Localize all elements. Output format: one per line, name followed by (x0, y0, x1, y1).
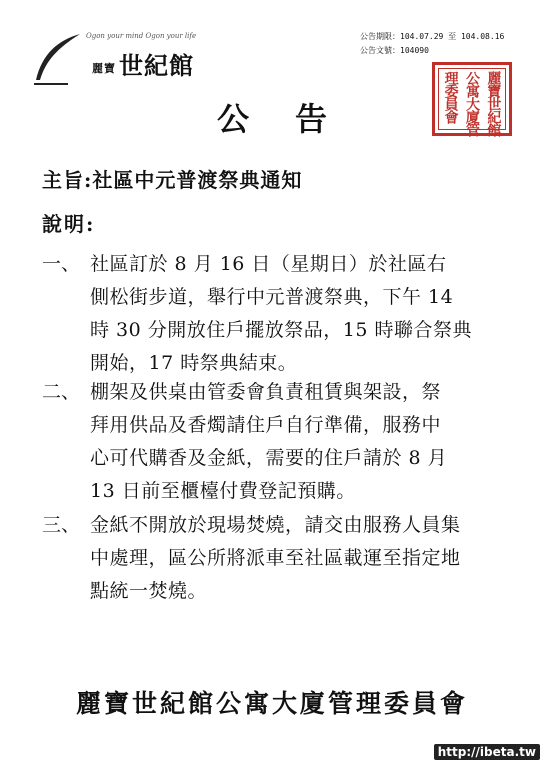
notice-doc-label: 公告文號： (360, 46, 400, 55)
notice-doc-number (360, 44, 504, 58)
notice-doc-value: 104090 (400, 46, 429, 55)
seal-text-column: 理委員會 (442, 71, 459, 123)
item-number: 一、 (42, 253, 81, 275)
notice-period-value: 104.07.29 至 104.08.16 (400, 32, 505, 41)
item-line: 拜用供品及香燭請住戶自行準備，服務中 (90, 414, 442, 436)
logo-brand (92, 46, 194, 81)
page-title: 公告 (216, 100, 373, 138)
logo-slogan: Ogon your mind Ogon your life (86, 32, 197, 40)
seal-text-column: 公寓大廈管 (463, 71, 480, 136)
description-heading: 說明: (42, 212, 96, 236)
item-line: 側松街步道，舉行中元普渡祭典，下午 14 (90, 286, 454, 308)
quill-icon (28, 30, 88, 88)
notice-period (360, 30, 504, 44)
logo-brand-small: 麗寶 (92, 62, 116, 75)
item-number: 三、 (42, 514, 81, 536)
notice-meta (360, 30, 504, 58)
item-line: 金紙不開放於現場焚燒，請交由服務人員集 (90, 514, 461, 536)
company-logo (28, 30, 197, 90)
item-text (90, 376, 520, 508)
item-line: 開始，17 時祭典結束。 (90, 352, 298, 374)
source-watermark: http://ibeta.tw (434, 744, 540, 760)
item-line: 點統一焚燒。 (90, 580, 208, 602)
seal-text-column: 麗寶世紀館 (485, 71, 502, 136)
item-text (90, 248, 520, 380)
item-line: 心可代購香及金紙，需要的住戶請於 8 月 (90, 447, 448, 469)
committee-signature: 麗寶世紀館公寓大廈管理委員會 (75, 689, 468, 718)
notice-period-label: 公告期限： (360, 32, 400, 41)
logo-brand-name: 世紀館 (119, 51, 194, 80)
item-line: 時 30 分開放住戶擺放祭品，15 時聯合祭典 (90, 319, 472, 341)
item-line: 中處理，區公所將派車至社區載運至指定地 (90, 547, 461, 569)
item-text (90, 509, 520, 608)
item-line: 棚架及供桌由管委會負責租賃與架設，祭 (90, 381, 442, 403)
item-line: 社區訂於 8 月 16 日（星期日）於社區右 (90, 253, 447, 275)
item-number: 二、 (42, 381, 81, 403)
subject-line: 主旨:社區中元普渡祭典通知 (42, 168, 303, 192)
item-line: 13 日前至櫃檯付費登記預購。 (90, 480, 356, 502)
